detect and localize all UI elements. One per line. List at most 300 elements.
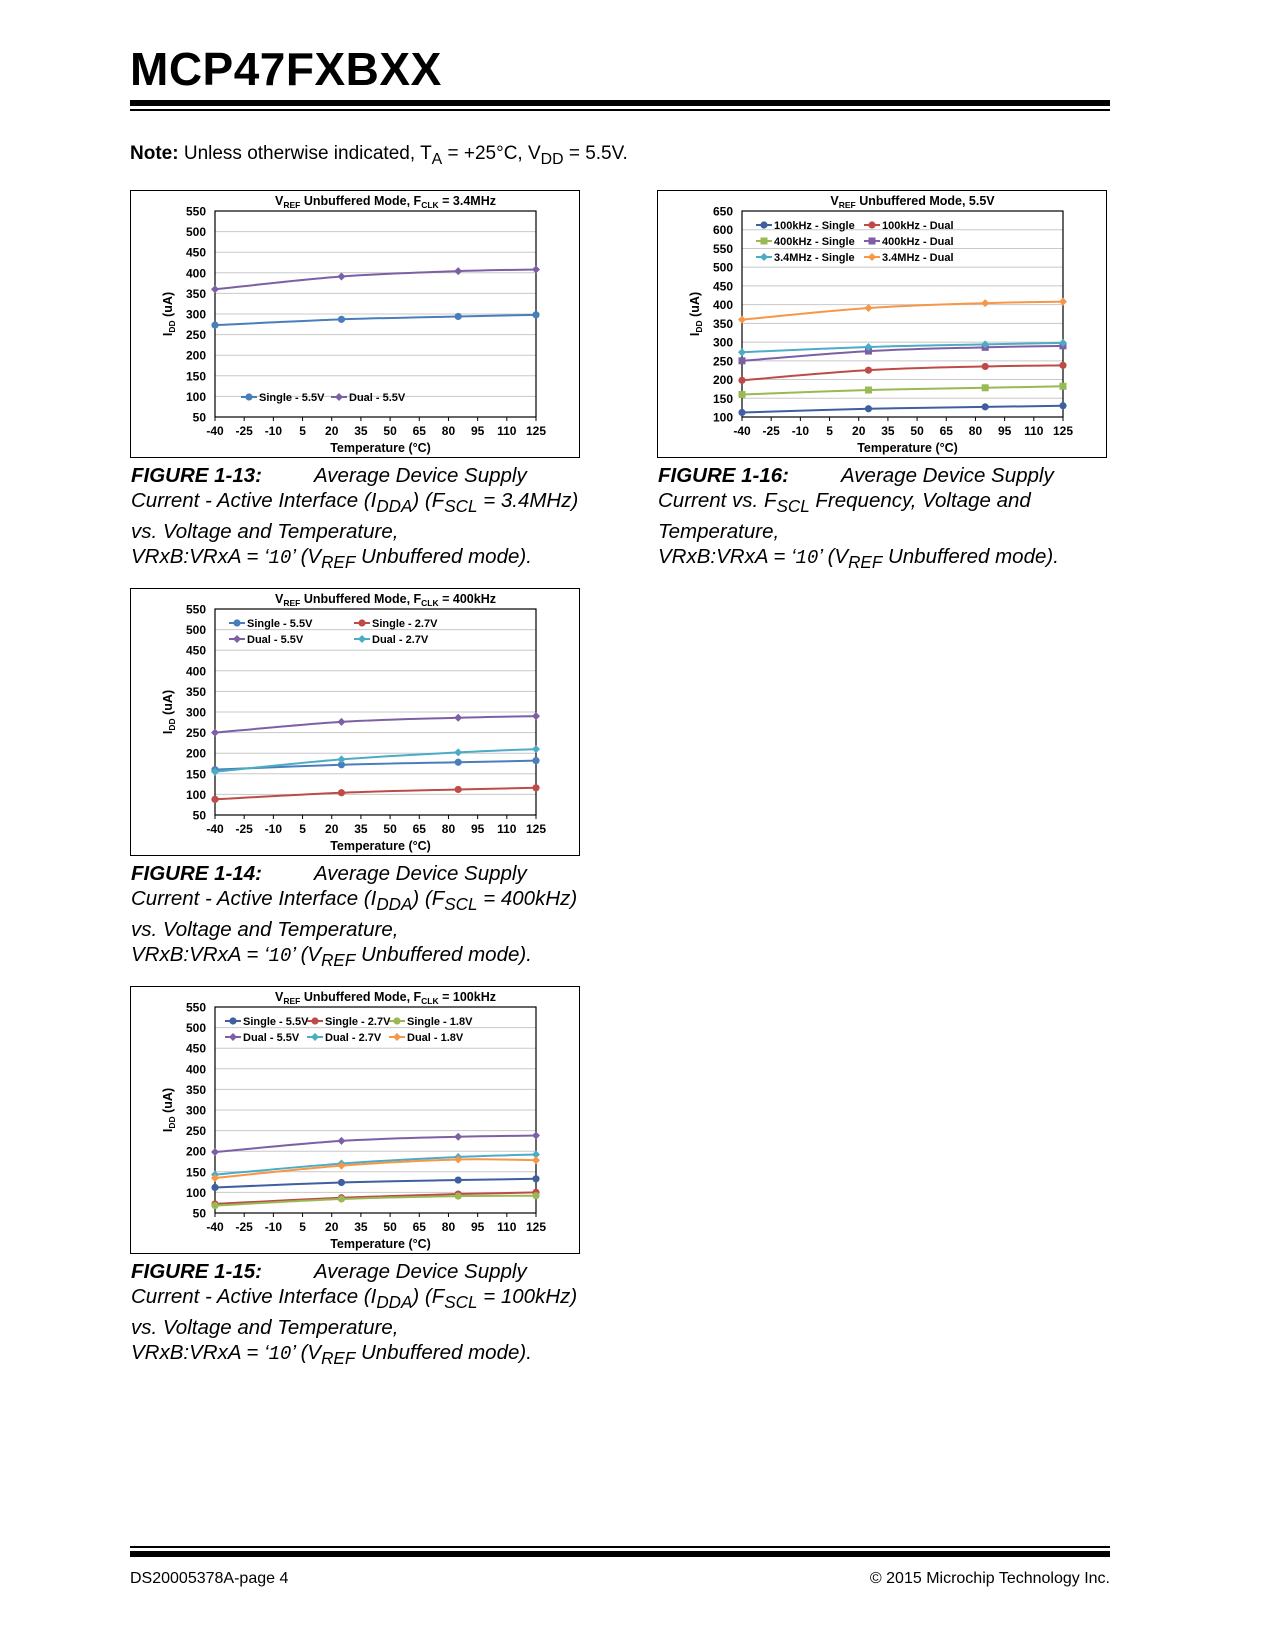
fig16-data-point [738,377,745,384]
fig15-data-point [532,1156,540,1164]
page-title: MCP47FXBXX [130,43,442,95]
fig16-series-line [742,346,1063,361]
fig16-series-2 [739,383,1067,398]
fig15-legend-marker [311,1017,318,1024]
fig13-title-sub1: REF [283,200,301,210]
fig16-legend-marker [760,221,767,228]
fig14-series-line [215,716,536,732]
fig15-legend-item [225,1016,309,1028]
fig14-data-point [532,757,539,764]
fig15-legend-label: Dual - 2.7V [325,1032,382,1044]
fig16-ytick-label: 100 [712,410,733,425]
fig14-legend-marker [233,619,240,626]
fig13-xtick-label: 110 [497,424,517,438]
fig14-data-point [532,712,540,720]
caption-fig14-l3: vs. Voltage and Temperature, [131,918,399,942]
fig15-data-point [337,1137,345,1145]
caption-fig15-l2s2: SCL [444,1293,478,1313]
fig15-ytick-label: 300 [185,1103,206,1118]
caption-fig14-l2b: ) (F [412,887,445,910]
fig15-ytick-label: 450 [185,1041,206,1056]
fig15-data-point [454,1133,462,1141]
fig16-ytick-label: 450 [712,279,733,294]
fig13-legend-label: Single - 5.5V [259,392,325,404]
fig15-xtick-label: 35 [354,1220,368,1234]
fig16-legend-label: 100kHz - Dual [882,220,954,232]
fig14-legend-label: Single - 5.5V [247,618,313,630]
fig14-ytick-label: 350 [185,684,206,699]
fig16-data-point [982,363,989,370]
fig14-series-line [215,761,536,770]
fig14-xtick-label: 35 [354,822,368,836]
fig14-xtick-label: 5 [299,822,306,836]
fig15-data-point [455,1176,462,1183]
caption-fig15-l2s1: DDA [376,1293,413,1313]
fig14-legend-item [354,618,438,630]
fig16-data-point [739,357,746,364]
caption-fig13-l4sub: REF [321,553,356,573]
fig13-title-v: V [275,194,284,208]
fig15-xtick-label: 5 [299,1220,306,1234]
fig16-data-point [865,405,872,412]
fig13-ytick-label: 350 [185,286,206,301]
caption-fig14-l4c: Unbuffered mode). [355,943,532,967]
caption-fig14-number: FIGURE 1-14: [131,862,262,885]
note-text: Unless otherwise indicated, T [183,143,432,164]
fig16-ytick-label: 300 [712,335,733,350]
caption-fig14-l4b: ’ (V [291,943,322,967]
caption-fig14-l4sub: REF [321,951,356,971]
fig16-legend-item [864,252,954,264]
fig16-legend-item [756,252,855,264]
caption-fig13-l4a: VRxB:VRxA = ‘ [131,545,269,569]
caption-fig13-l2a: Current - Active Interface (I [131,489,377,512]
fig14-ylabel-i: I [161,730,175,735]
fig14-series-1 [211,784,539,803]
fig13-xtick-label: -25 [235,424,253,438]
fig13-legend-label: Dual - 5.5V [349,392,406,404]
fig16-legend-label: 100kHz - Single [774,220,855,232]
fig15-ylabel-i: I [161,1128,175,1133]
fig16-title-mid: Unbuffered Mode, 5.5V [855,194,995,208]
fig16-legend-marker [868,253,876,261]
caption-fig16-l3: Temperature, [658,520,780,544]
fig16-series-line [742,365,1063,380]
fig14-legend-item [354,634,429,646]
fig13-title-end: = 3.4MHz [438,194,496,208]
fig16-ytick-label: 650 [712,204,733,219]
fig14-ytick-label: 150 [185,767,206,782]
fig13-ytick-label: 150 [185,369,206,384]
fig16-xtick-label: -25 [762,424,780,438]
fig16-legend-label: 400kHz - Single [774,236,855,248]
fig16-ytick-label: 550 [712,241,733,256]
caption-fig14-l2s1: DDA [376,895,413,915]
fig15-ylabel [161,1088,177,1132]
fig15-series-5 [211,1155,540,1182]
fig16-data-point [864,304,872,312]
fig13-ytick-label: 550 [185,204,206,219]
fig14-xtick-label: 95 [470,822,485,836]
fig13-ytick-label: 450 [185,245,206,260]
fig13-legend-marker [245,393,252,400]
fig16-series-1 [738,362,1066,384]
caption-fig16-l1: Average Device Supply [841,464,1054,487]
fig14-xlabel: Temperature (°C) [330,839,431,853]
caption-fig16-l4code: 10 [795,547,819,570]
fig15-legend-marker [311,1033,319,1041]
fig14-legend-marker [358,619,365,626]
fig15-legend-label: Single - 5.5V [243,1016,309,1028]
fig15-legend-label: Single - 1.8V [407,1016,473,1028]
caption-fig13-l2s2: SCL [444,497,478,517]
fig16-legend-marker [868,221,875,228]
fig16-xtick-label: 80 [968,424,983,438]
caption-fig14-l2a: Current - Active Interface (I [131,887,377,910]
caption-fig14-l4a: VRxB:VRxA = ‘ [131,943,269,967]
fig16-xtick-label: 5 [826,424,833,438]
fig15-series-line [215,1136,536,1152]
fig16-xtick-label: 125 [1052,424,1074,438]
caption-fig16 [658,463,1128,575]
fig15-xtick-label: 95 [470,1220,485,1234]
fig16-data-point [1059,402,1066,409]
fig14-xtick-label: 50 [383,822,397,836]
fig15-title-end: = 100kHz [438,990,496,1004]
fig14-title-sub2: CLK [421,598,439,608]
fig16-data-point [865,367,872,374]
fig13-xtick-label: 125 [525,424,547,438]
note-label: Note: [130,143,179,164]
fig14-ytick-label: 250 [185,726,206,741]
fig14-legend-label: Single - 2.7V [372,618,438,630]
note-vdd-sub: DD [540,150,564,168]
fig15-legend-item [389,1016,473,1028]
caption-fig16-l4b: ’ (V [818,545,849,569]
fig16-data-point [981,299,989,307]
fig14-series-3 [211,745,540,776]
fig16-legend-label: 400kHz - Dual [882,236,954,248]
fig13-ytick-label: 200 [185,348,206,363]
fig15-legend-marker [393,1017,400,1024]
fig13-xtick-label: 95 [470,424,485,438]
fig13-data-point [454,267,462,275]
caption-fig16-l4sub: REF [848,553,883,573]
fig14-data-point [337,755,345,763]
fig16-ytick-label: 400 [712,298,733,313]
caption-fig16-number: FIGURE 1-16: [658,464,789,487]
fig14-legend-marker [233,635,241,643]
fig14-data-point [455,759,462,766]
fig15-ytick-label: 350 [185,1082,206,1097]
fig16-data-point [982,384,989,391]
fig14-data-point [455,786,462,793]
fig13-legend-item [241,392,325,404]
fig16-xtick-label: -10 [791,424,810,438]
fig15-data-point [338,1195,345,1202]
fig13-xtick-label: 5 [299,424,306,438]
fig14-title [275,592,496,608]
fig13-data-point [337,273,345,281]
fig14-title-mid: Unbuffered Mode, F [300,592,422,606]
fig16-xtick-label: 110 [1024,424,1044,438]
fig16-legend-marker [761,238,768,245]
fig16-ytick-label: 600 [712,223,733,238]
fig15-data-point [211,1202,218,1209]
fig15-legend-marker [229,1033,237,1041]
fig16-ylabel-i: I [688,332,702,337]
caption-fig15-number: FIGURE 1-15: [131,1260,262,1283]
fig14-ytick-label: 200 [185,746,206,761]
fig13-ytick-label: 400 [185,266,206,281]
fig14-data-point [211,796,218,803]
fig13-ytick-label: 300 [185,307,206,322]
caption-fig15-l4sub: REF [321,1349,356,1369]
fig14-title-v: V [275,592,284,606]
caption-fig16-l4a: VRxB:VRxA = ‘ [658,545,796,569]
fig13-ylabel-sub: DD [167,320,177,333]
fig16-xtick-label: 20 [852,424,866,438]
note-line [130,143,628,169]
fig15-ytick-label: 250 [185,1124,206,1139]
fig15-title [275,990,496,1006]
fig13-series-line [215,315,536,325]
chart-fig14 [130,588,580,856]
fig15-xtick-label: 50 [383,1220,397,1234]
fig13-xtick-label: -40 [206,424,224,438]
fig14-legend-label: Dual - 5.5V [247,634,304,646]
fig15-legend-item [225,1032,300,1044]
fig16-xtick-label: 95 [997,424,1012,438]
caption-fig13-l2b: ) (F [412,489,445,512]
fig15-svg [131,987,581,1255]
fig14-ytick-label: 550 [185,602,206,617]
fig15-data-point [532,1192,539,1199]
fig13-series-1 [211,266,540,294]
fig15-legend-item [307,1016,391,1028]
fig15-ytick-label: 100 [185,1185,206,1200]
fig13-data-point [455,313,462,320]
caption-fig14-l2s2: SCL [444,895,478,915]
caption-fig15-l4code: 10 [268,1343,292,1366]
fig14-ytick-label: 500 [185,623,206,638]
fig13-data-point [338,316,345,323]
fig13-xtick-label: 20 [325,424,339,438]
fig14-data-point [211,729,219,737]
fig15-series-3 [211,1132,540,1156]
fig16-data-point [738,316,746,324]
caption-fig15-l4a: VRxB:VRxA = ‘ [131,1341,269,1365]
fig14-data-point [532,745,540,753]
fig16-legend-marker [760,253,768,261]
fig16-ylabel [688,292,704,336]
fig15-xtick-label: -40 [206,1220,224,1234]
fig13-xtick-label: 65 [412,424,426,438]
fig16-legend-item [864,236,954,248]
footer-doc-id: DS20005378A-page 4 [130,1570,289,1587]
caption-fig16-l4c: Unbuffered mode). [882,545,1059,569]
fig13-ytick-label: 250 [185,328,206,343]
fig13-xtick-label: 80 [441,424,456,438]
fig15-xtick-label: 80 [441,1220,456,1234]
fig14-legend-item [229,634,304,646]
fig16-title-sub1: REF [838,200,856,210]
fig15-series-4 [211,1150,540,1178]
fig13-ytick-label: 100 [185,389,206,404]
fig16-xtick-label: 65 [939,424,953,438]
fig13-xtick-label: -10 [264,424,283,438]
fig15-legend-label: Dual - 1.8V [407,1032,464,1044]
fig14-ytick-label: 450 [185,643,206,658]
caption-fig14-l4code: 10 [268,945,292,968]
fig14-title-end: = 400kHz [438,592,496,606]
fig14-ylabel-end: (uA) [161,689,175,719]
fig16-svg [658,191,1108,459]
fig16-data-point [738,409,745,416]
fig16-series-line [742,406,1063,413]
fig16-series-0 [738,402,1066,416]
fig13-title-mid: Unbuffered Mode, F [300,194,422,208]
fig15-xtick-label: 65 [412,1220,426,1234]
fig16-legend-label: 3.4MHz - Single [774,252,855,264]
fig14-legend-item [229,618,313,630]
caption-fig15-l4b: ’ (V [291,1341,322,1365]
fig15-title-v: V [275,990,284,1004]
fig16-title [830,194,995,210]
fig14-xtick-label: -25 [235,822,253,836]
fig14-data-point [454,714,462,722]
fig14-xtick-label: -10 [264,822,283,836]
fig14-series-line [215,788,536,800]
caption-fig15-l4c: Unbuffered mode). [355,1341,532,1365]
fig14-data-point [532,784,539,791]
fig13-ylabel-end: (uA) [161,291,175,321]
fig13-title [275,194,496,210]
fig16-xtick-label: 50 [910,424,924,438]
caption-fig15-l2a: Current - Active Interface (I [131,1285,377,1308]
note-text2: = +25°C, V [442,143,541,164]
fig14-data-point [337,718,345,726]
caption-fig13-l1: Average Device Supply [314,464,527,487]
fig14-data-point [338,789,345,796]
fig13-title-sub2: CLK [421,200,439,210]
fig15-ytick-label: 150 [185,1165,206,1180]
caption-fig13-l2c: = 3.4MHz) [477,489,579,512]
fig14-xtick-label: 80 [441,822,456,836]
footer-rule-thick [130,1551,1110,1557]
caption-fig13 [131,463,601,575]
fig15-xtick-label: 20 [325,1220,339,1234]
fig15-ytick-label: 50 [192,1206,206,1221]
fig15-title-sub1: REF [283,996,301,1006]
fig16-data-point [982,403,989,410]
fig15-ytick-label: 400 [185,1062,206,1077]
caption-fig13-l4c: Unbuffered mode). [355,545,532,569]
fig15-legend-label: Single - 2.7V [325,1016,391,1028]
fig15-data-point [532,1132,540,1140]
caption-fig13-number: FIGURE 1-13: [131,464,262,487]
fig15-ylabel-sub: DD [167,1116,177,1129]
fig16-data-point [738,348,746,356]
fig15-ylabel-end: (uA) [161,1087,175,1117]
fig16-ytick-label: 250 [712,354,733,369]
fig14-ytick-label: 400 [185,664,206,679]
fig15-series-line [215,1179,536,1188]
chart-fig15 [130,986,580,1254]
caption-fig15-l2c: = 100kHz) [477,1285,578,1308]
fig15-ytick-label: 200 [185,1144,206,1159]
fig16-legend-label: 3.4MHz - Dual [882,252,954,264]
note-ta-sub: A [431,150,443,168]
fig16-ylabel-sub: DD [694,320,704,333]
header-rule-thin [130,109,1110,111]
fig16-xlabel: Temperature (°C) [857,441,958,455]
fig15-data-point [455,1193,462,1200]
caption-fig13-l4b: ’ (V [291,545,322,569]
fig14-legend-label: Dual - 2.7V [372,634,429,646]
fig15-ytick-label: 500 [185,1021,206,1036]
fig16-ytick-label: 150 [712,391,733,406]
fig15-xtick-label: 125 [525,1220,547,1234]
note-text3: = 5.5V. [563,143,628,164]
caption-fig15 [131,1259,601,1371]
fig14-xtick-label: 125 [525,822,547,836]
fig13-xtick-label: 35 [354,424,368,438]
fig15-title-mid: Unbuffered Mode, F [300,990,422,1004]
fig14-ytick-label: 50 [192,808,206,823]
fig16-xtick-label: -40 [733,424,751,438]
caption-fig13-l4code: 10 [268,547,292,570]
fig15-xtick-label: 110 [497,1220,517,1234]
caption-fig16-l2a: Current vs. F [658,489,777,512]
fig16-legend-item [756,236,855,248]
fig16-legend-marker [869,238,876,245]
fig14-svg [131,589,581,857]
fig13-ylabel [161,292,177,336]
fig14-ylabel [161,690,177,734]
fig13-data-point [211,322,218,329]
caption-fig14 [131,861,601,973]
fig15-title-sub2: CLK [421,996,439,1006]
fig13-svg [131,191,581,459]
fig16-ylabel-end: (uA) [688,291,702,321]
fig15-xtick-label: -25 [235,1220,253,1234]
caption-fig13-l2s1: DDA [376,497,413,517]
caption-fig16-l2b: Frequency, Voltage and [809,489,1031,512]
fig13-legend-marker [335,393,343,401]
fig16-title-v: V [830,194,839,208]
fig13-data-point [211,285,219,293]
fig15-ytick-label: 550 [185,1000,206,1015]
fig16-data-point [1059,362,1066,369]
caption-fig14-l2c: = 400kHz) [477,887,578,910]
caption-fig15-l1: Average Device Supply [314,1260,527,1283]
fig14-series-0 [211,757,539,773]
fig14-legend-marker [358,635,366,643]
fig14-ytick-label: 300 [185,705,206,720]
footer-copyright: © 2015 Microchip Technology Inc. [869,1570,1110,1587]
caption-fig15-l2b: ) (F [412,1285,445,1308]
fig13-legend-item [331,392,406,404]
header-rule-thick [130,100,1110,106]
fig13-ytick-label: 50 [192,410,206,425]
fig13-data-point [532,311,539,318]
fig15-xlabel: Temperature (°C) [330,1237,431,1251]
fig16-data-point [739,391,746,398]
fig15-legend-item [389,1032,464,1044]
caption-fig13-l3: vs. Voltage and Temperature, [131,520,399,544]
fig14-data-point [454,748,462,756]
